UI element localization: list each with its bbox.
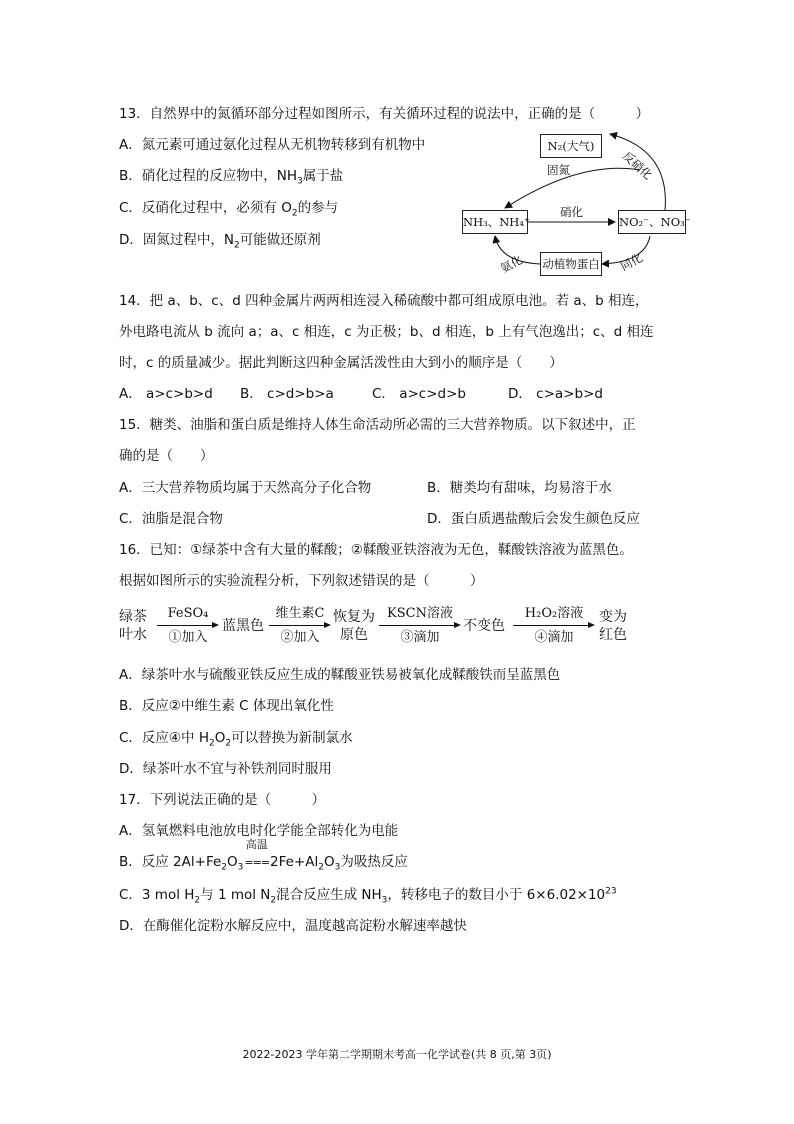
page-footer: 2022-2023 学年第二学期期末考高一化学试卷(共 8 页,第 3页) [242,1048,552,1061]
flow-start: 绿茶 叶水 [119,609,147,643]
flow-restored: 恢复为 原色 [333,609,375,643]
nitrogen-cycle-diagram [460,130,690,280]
q15-option-b: B．糖类均有甜味，均易溶于水 [427,480,612,496]
flow-arrow-1: FeSO₄ ①加入 [157,606,219,646]
fixation-arrow [505,168,640,208]
fixation-label: 固氮 [547,163,570,177]
q14-option-b: B． c>d>b>a [240,386,334,402]
q17-option-b: B．反应 $2Al+Fe_2O_3$ 高温 $===2Fe+Al_2O_3$为吸热反应 [119,838,408,873]
n2-atmosphere-box: N₂(大气) [540,134,602,158]
protein-box: 动植物蛋白 [540,252,602,276]
flow-blue-black: 蓝黑色 [222,618,264,634]
q13-option-b: B．硝化过程的反应物中，$NH_3$属于盐 [119,168,344,187]
ammonification-label: 氨化 [498,252,525,276]
q16-line2: 根据如图所示的实验流程分析，下列叙述错误的是（ ） [119,573,484,589]
q16-option-c: C．反应④中 $H_2O_2$可以替换为新制氯水 [119,730,353,749]
high-temp-condition: 高温 === [244,838,270,869]
flow-end: 变为 红色 [599,609,627,643]
q17-stem: 17．下列说法正确的是（ ） [119,792,326,808]
q13-stem: 13．自然界中的氮循环部分过程如图所示，有关循环过程的说法中，正确的是（ ） [119,106,650,122]
q13-option-a: A．氮元素可通过氨化过程从无机物转移到有机物中 [119,137,426,153]
assimilation-label: 同化 [618,250,645,274]
nitrification-label: 硝化 [560,205,583,219]
q14-line2: 外电路电流从 b 流向 a；a、c 相连，c 为正极；b、d 相连，b 上有气泡逸出；c、d 相连 [119,324,654,340]
q17-option-d: D．在酶催化淀粉水解反应中，温度越高淀粉水解速率越快 [119,918,467,934]
nitrite-nitrate-box: NO₂⁻、NO₃⁻ [618,210,686,234]
denitrification-label: 反硝化 [619,148,655,183]
q14-option-d: D． c>a>b>d [508,386,603,402]
flow-arrow-3: KSCN溶液 ③滴加 [379,606,461,646]
q14-line3: 时，c 的质量减少。据此判断这四种金属活泼性由大到小的顺序是（ ） [119,355,563,371]
q14-option-a: A． a>c>b>d [119,386,213,402]
q17-option-c: C．3 mol $H_2$与 1 mol $N_2$混合反应生成 $NH_3$，转移电子的数目小于 $6\times 6.02\times 10^{23}$ [119,886,617,906]
q14-option-c: C． a>c>d>b [372,386,466,402]
q13-option-d: D．固氮过程中，$N_2$可能做还原剂 [119,232,321,251]
ammonia-box: NH₃、NH₄⁺ [462,210,528,234]
q14-line1: 14．把 a、b、c、d 四种金属片两两相连浸入稀硫酸中都可组成原电池。若 a、b 相连， [119,293,649,309]
q16-option-b: B．反应②中维生素 C 体现出氧化性 [119,698,334,714]
q16-option-d: D．绿茶叶水不宜与补铁剂同时服用 [119,761,332,777]
q15-option-c: C．油脂是混合物 [119,511,223,527]
q15-option-d: D．蛋白质遇盐酸后会发生颜色反应 [427,511,640,527]
q16-line1: 16．已知：①绿茶中含有大量的鞣酸；②鞣酸亚铁溶液为无色，鞣酸铁溶液为蓝黑色。 [119,542,633,558]
q15-line2: 确的是（ ） [119,448,214,464]
q15-line1: 15．糖类、油脂和蛋白质是维持人体生命活动所必需的三大营养物质。以下叙述中，正 [119,417,636,433]
flow-unchanged: 不变色 [463,618,505,634]
q13-option-c: C．反硝化过程中，必须有 $O_2$的参与 [119,200,339,219]
q17-option-a: A．氢氧燃料电池放电时化学能全部转化为电能 [119,823,399,839]
experiment-flow [119,606,679,646]
q15-option-a: A．三大营养物质均属于天然高分子化合物 [119,480,372,496]
q16-option-a: A．绿茶叶水与硫酸亚铁反应生成的鞣酸亚铁易被氧化成鞣酸铁而呈蓝黑色 [119,667,561,683]
flow-arrow-4: H₂O₂溶液 ④滴加 [513,606,595,646]
flow-arrow-2: 维生素C ②加入 [269,606,331,646]
